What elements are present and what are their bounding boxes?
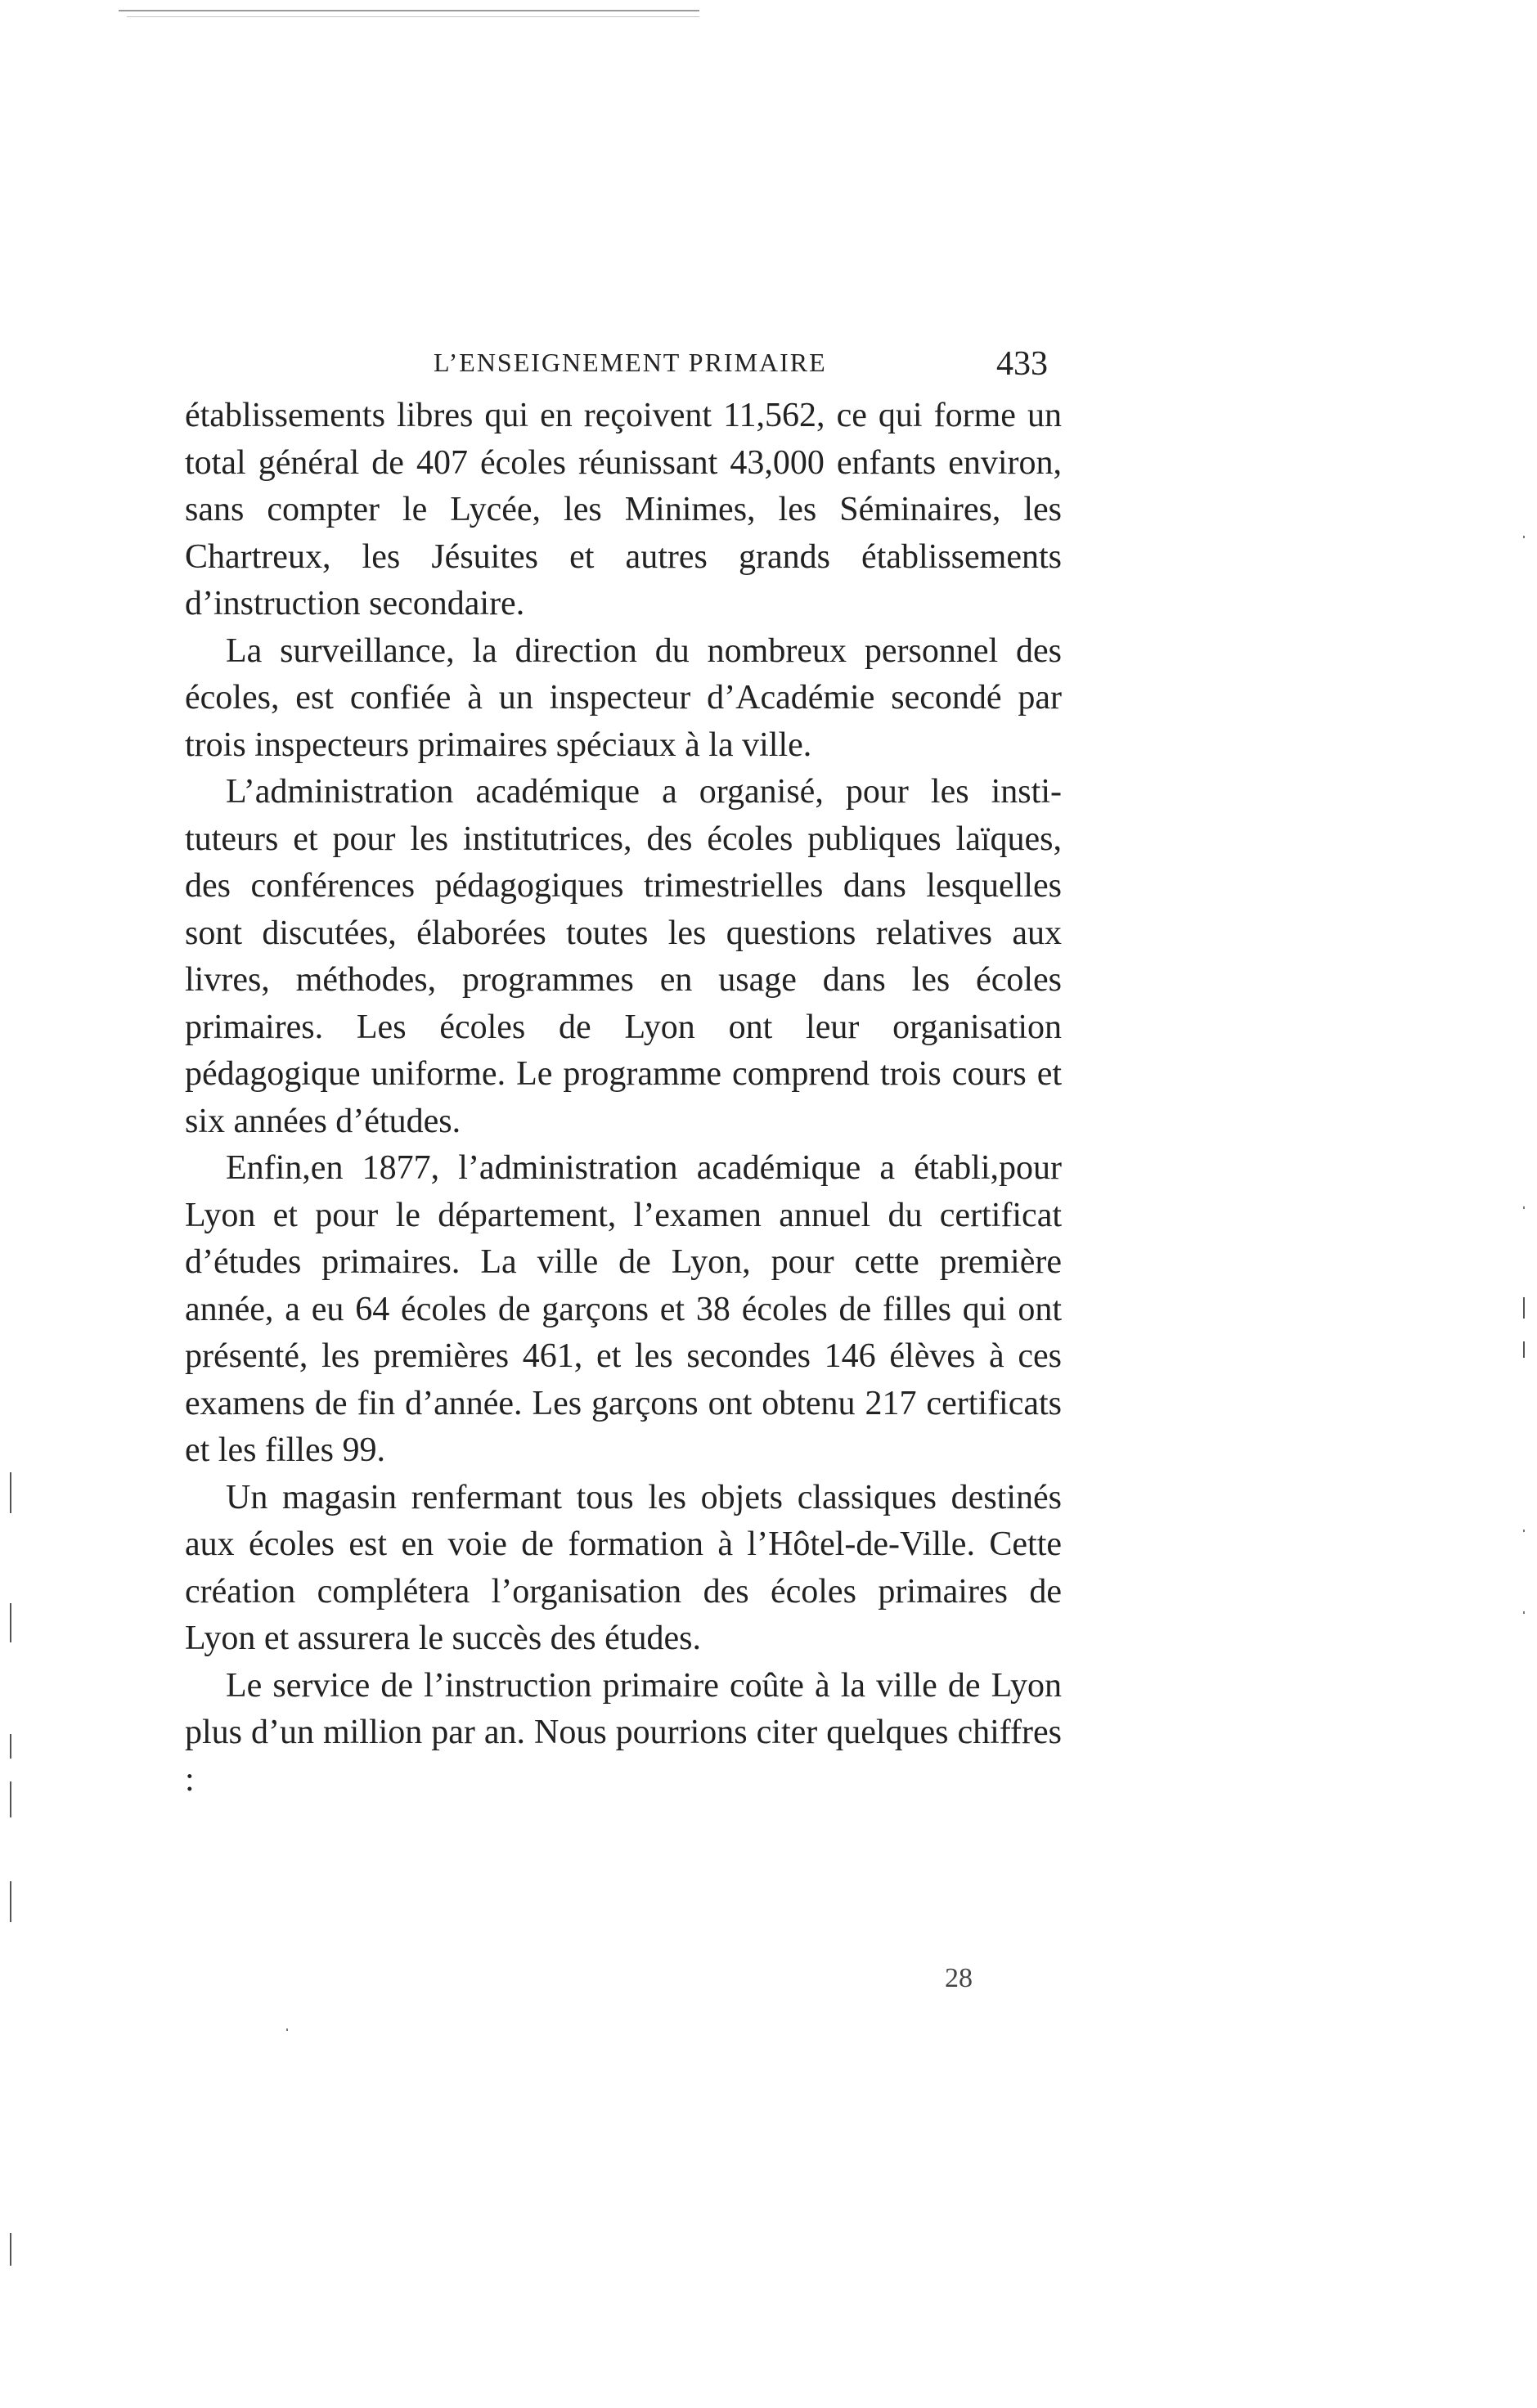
scan-edge-mark: [1523, 1341, 1525, 1358]
scan-edge-mark: [10, 1603, 11, 1642]
scan-speck: [1523, 1206, 1525, 1209]
scan-top-rule: [119, 10, 699, 11]
scan-speck: [1523, 1611, 1525, 1614]
printer-signature: 28: [945, 1963, 973, 1993]
paragraph-continued: établissements libres qui en reçoivent 11,562, ce qui forme un total général de 407 écoles réunissant 43,000 enfants environ, sans compter le Lycée, les Minimes, les Séminaires, les Chartreux, les Jésuites et autres grands établissements d’instruction secondaire.: [185, 397, 1062, 622]
paragraph-surveillance: La surveillance, la direction du nombreux personnel des écoles, est confiée à un inspecteur d’Académie secondé par trois inspecteurs primaires spéciaux à la ville.: [185, 631, 1062, 764]
scan-edge-mark: [10, 1881, 11, 1922]
paragraph-service: Le service de l’instruction primaire coûte à la ville de Lyon plus d’un million par an. Nous pourrions citer quelques chiffres :: [185, 1666, 1062, 1799]
scan-speck: [286, 2028, 288, 2031]
scan-top-rule-secondary: [127, 16, 699, 17]
scan-edge-mark: [10, 1781, 11, 1817]
paragraph-certificat: Enfin,en 1877, l’administration académique a établi,pour Lyon et pour le département, l’examen annuel du certificat d’études primaires. La ville de Lyon, pour cette première année, a eu 64 écoles de garçons et 38 écoles de filles qui ont présenté, les premières 461, et les secondes 146 élèves à ces examens de fin d’année. Les garçons ont obtenu 217 certificats et les filles 99.: [185, 1149, 1062, 1469]
scan-speck: [1523, 536, 1525, 538]
scan-edge-mark: [10, 2233, 11, 2266]
scan-edge-mark: [10, 1472, 11, 1513]
body-text: [185, 393, 1062, 1804]
running-title: L’ENSEIGNEMENT PRIMAIRE: [434, 348, 827, 377]
paragraph-magasin: Un magasin renfermant tous les objets classiques destinés aux écoles est en voie de formation à l’Hôtel-de-Ville. Cette création complétera l’organisation des écoles primaires de Lyon et assurera le succès des études.: [185, 1478, 1062, 1657]
scan-speck: [1523, 1530, 1525, 1532]
scan-edge-mark: [10, 1734, 11, 1759]
paragraph-administration: L’administration académique a organisé, pour les instituteurs et pour les institutrices, des écoles publiques laïques, des conférences pédagogiques trimestrielles dans lesquelles sont discutées, élaborées toutes les questions relatives aux livres, méthodes, programmes en usage dans les écoles primaires. Les écoles de Lyon ont leur organisation pédagogique uniforme. Le programme comprend trois cours et six années d’études.: [185, 773, 1062, 1140]
running-head: [0, 345, 1537, 389]
page-number: 433: [996, 345, 1048, 383]
scan-edge-mark: [1523, 1297, 1525, 1319]
